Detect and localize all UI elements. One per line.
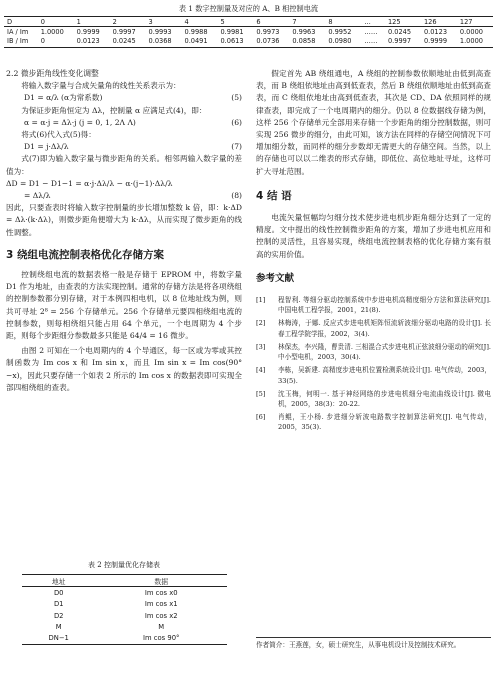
table1-header-cell: 125	[387, 17, 401, 26]
table1-header-cell: 8	[328, 17, 333, 26]
table-cell: D1	[53, 600, 64, 609]
table-cell: ……	[364, 36, 378, 45]
table1	[4, 17, 493, 45]
ref-text: 沈玉梅，何明一. 基于神经网络的步进电机细分电流曲线设计[J]. 微电机，2005，38(3)：20-22.	[278, 389, 491, 409]
section-4-title: 4 结 语	[256, 189, 292, 202]
table-cell: 1.0000	[40, 27, 64, 36]
table-cell: 0.9993	[148, 27, 172, 36]
ref-text: 林梅涛，于娜. 反应式步进电机矩阵恒流斩波细分驱动电路的设计[J]. 长春工程学院学报，2002，3(4).	[278, 319, 491, 338]
equation-number: (7)	[231, 142, 242, 152]
table-cell: 0.0245	[387, 27, 412, 36]
table2-caption: 表 2 控制量优化存储表	[88, 561, 160, 569]
table-row	[22, 587, 227, 599]
table1-header-cell: 3	[148, 17, 153, 26]
table1-header-cell: 4	[184, 17, 189, 26]
ref-number: [2]	[256, 319, 266, 328]
table-cell: Im cos 90°	[143, 634, 180, 643]
table-cell: M	[55, 622, 62, 631]
equation-text: D1 = α/λ (α为常系数)	[24, 93, 103, 103]
table-cell: D0	[53, 588, 64, 597]
equation-5	[6, 92, 242, 104]
table1-caption: 表 1 数字控制量及对应的 A、B 相控制电流	[178, 4, 319, 13]
table1-header-cell: 7	[292, 17, 297, 26]
table2	[22, 574, 227, 645]
table-cell: 0.0491	[184, 36, 208, 45]
list-item	[256, 342, 491, 363]
paragraph: 将式(6)代入式(5)得：	[21, 130, 96, 140]
table1-header-cell: 6	[256, 17, 261, 26]
table1-header-cell: 1	[76, 17, 81, 26]
list-item	[256, 412, 491, 433]
table-cell: IA / Im	[7, 27, 29, 36]
equation-text: D1 = j·Δλ/λ	[24, 142, 69, 152]
footnote-rule	[256, 637, 491, 638]
paragraph: 由图 2 可知在一个电周期内的 4 个导通区，每一区或为零或其控制函数为 Im cos x 和 Im sin x，而且 Im sin x = Im cos(90°−x)，因此只要存储一个如表 2 所示的 Im cos x 的数据表即可实现全部四相绕组的查表。	[6, 346, 242, 392]
equation-number: (5)	[231, 93, 242, 103]
table-cell: 0.9988	[184, 27, 208, 36]
equation-number: (6)	[231, 117, 242, 127]
equation-8	[6, 190, 242, 202]
table-cell: 0.9999	[76, 27, 100, 36]
equation-text: α = α·j = Δλ·j (j = 0, 1, 2Λ Λ)	[24, 117, 136, 127]
table-cell: 0.9999	[423, 36, 448, 45]
table1-header-row	[4, 17, 493, 27]
table-cell: ……	[364, 27, 378, 36]
table-cell: 0.0123	[423, 27, 448, 36]
table-cell: 0	[40, 36, 45, 45]
table1-header-cell: 2	[112, 17, 117, 26]
ref-number: [5]	[256, 389, 266, 398]
ref-text: 林保杰，李兴隆，曹贵清. 三相混合式步进电机正弦波细分驱动的研究[J]. 中小型电机，2003，30(4).	[278, 342, 491, 362]
table1-header-cell: 0	[40, 17, 45, 26]
table1-header-cell: 127	[459, 17, 473, 26]
paragraph: 因此，只要查表时将输入数字控制量的步长增加整数 k 倍，即：k·ΔD = Δλ·(k·Δλ)，则微步距角便增大为 k·Δλ，从而实现了微步距角的线性调整。	[6, 203, 242, 237]
table1-header-cell: 5	[220, 17, 225, 26]
ref-number: [3]	[256, 342, 266, 351]
table-row	[22, 621, 227, 632]
table-row	[4, 27, 493, 37]
table-cell: M	[158, 622, 165, 631]
table2-header-row	[22, 575, 227, 587]
paragraph: 将输入数字量与合成矢量角的线性关系表示为：	[21, 81, 181, 91]
ref-text: 肖鲲，王小杨. 步进细分斩波电路数字控制算法研究[J]. 电气传动，2005，35(3).	[278, 413, 491, 432]
table-row	[22, 610, 227, 621]
table-cell: IB / Im	[7, 36, 29, 45]
list-item	[256, 389, 491, 410]
reference-list	[256, 295, 491, 433]
paragraph: 电流矢量恒幅均匀细分技术使步进电机步距角细分达到了一定的精度。文中提出的线性控制微步距角的方案，增加了步进电机应用和控制的灵活性，且容易实现，绕组电流控制表格的优化存储方案有很高的实用价值。	[256, 213, 491, 259]
paragraph: 假定首先 AB 绕组通电，A 绕组的控制参数依顺地址由低到高查表，而 B 绕组依地址由高到低查表，然后 B 绕组依顺地址由低到高查表，而 C 绕组依地址由高到低查表，其次是 CD、DA 依照同样的规律查表，即完成了一个电周期内的细分。仍以 8 位数据线存储为例，这样 256 个存储单元全部用来存储一个步距角的细分控制数据，则可实现 256 微步的细分，由此可知，该方法在同样的存储空间情况下可增加细分数，而同样的细分步数却无需更大的存储空间。当然，以上的存储也可以以二维表的形式存储，即低位、高位地址寻址，这样可扩大寻址范围。	[256, 69, 491, 176]
table-cell: D2	[53, 611, 64, 620]
list-item	[256, 365, 491, 386]
table-cell: 0.0123	[76, 36, 100, 45]
table2-header-address: 地址	[51, 577, 66, 586]
table-row	[4, 36, 493, 45]
table-cell: Im cos x0	[144, 588, 178, 597]
paragraph: 控制绕组电流的数据表格一般是存储于 EPROM 中，将数字量 D1 作为地址，由查表的方法实现控制。通常的存储方法是将各项绕组的控制参数都分别存储，对于本例四相电机，以 8 位地址线为例，则共可寻址 2⁸ = 256 个存储单元。256 个存储单元要四相绕组电流的控制参数，则每相绕组只能占用 64 个单元，一个电周期为 4 个步距，则每个步距细分参数最多只能是 64/4 = 16 微步。	[6, 270, 242, 341]
ref-text: 程智利. 等细分驱动控制系统中步进电机高精度细分方法和算法研究[J]. 中国电机工程学报，2001，21(8).	[278, 296, 491, 315]
right-column	[256, 68, 491, 435]
table-cell: 0.9997	[112, 27, 136, 36]
list-item	[256, 318, 491, 339]
table2-header-data: 数据	[154, 577, 169, 586]
table-cell: 0.9963	[292, 27, 316, 36]
table-cell: Im cos x1	[144, 600, 178, 609]
section-2-2-title: 2.2 微步距角线性变化调整	[6, 69, 99, 78]
table-cell: 0.0980	[328, 36, 352, 45]
table-cell: 0.0858	[292, 36, 316, 45]
table-cell: 0.0368	[148, 36, 172, 45]
table1-header-cell: D	[7, 17, 13, 26]
table-cell: 0.9952	[328, 27, 352, 36]
table-row	[22, 599, 227, 610]
section-3-title: 3 绕组电流控制表格优化存储方案	[6, 248, 164, 261]
list-item	[256, 295, 491, 316]
table-cell: DN−1	[48, 634, 69, 643]
table-cell: 1.0000	[459, 36, 483, 45]
table-cell: 0.9973	[256, 27, 280, 36]
ref-text: 李栋，吴新建. 高精度步进电机位置检测系统设计[J]. 电气传动，2003，33(5).	[278, 366, 491, 385]
author-note: 作者简介：王燕莲，女，硕士研究生，从事电机设计及控制技术研究。	[256, 641, 461, 649]
table-cell: 0.0736	[256, 36, 280, 45]
table-cell: 0.9997	[387, 36, 412, 45]
paragraph: 式(7)即为输入数字量与微步距角的关系。相邻两输入数字量的差值为：	[6, 154, 242, 176]
table-cell: 0.0245	[112, 36, 136, 45]
table-cell: 0.0000	[459, 27, 483, 36]
references-title: 参考文献	[256, 272, 295, 284]
equation-6	[6, 117, 242, 129]
ref-number: [6]	[256, 413, 266, 422]
left-column	[6, 68, 242, 394]
ref-number: [4]	[256, 366, 266, 375]
table1-header-cell: …	[364, 17, 371, 26]
equation-8a: ΔD = D1 − D1−1 = α·j·Δλ/λ − α·(j−1)·Δλ/λ	[6, 178, 173, 188]
paragraph: 为保证步距角恒定为 Δλ，控制量 α 应满足式(4)，即：	[21, 105, 207, 115]
ref-number: [1]	[256, 296, 266, 305]
equation-number: (8)	[231, 191, 242, 201]
table-cell: 0.0613	[220, 36, 244, 45]
equation-text: = Δλ/λ	[24, 191, 51, 201]
table-row	[22, 632, 227, 644]
table-cell: 0.9981	[220, 27, 244, 36]
equation-7	[6, 141, 242, 153]
table1-bottom-rule	[4, 47, 493, 48]
table-cell: Im cos x2	[144, 611, 178, 620]
table1-header-cell: 126	[423, 17, 437, 26]
